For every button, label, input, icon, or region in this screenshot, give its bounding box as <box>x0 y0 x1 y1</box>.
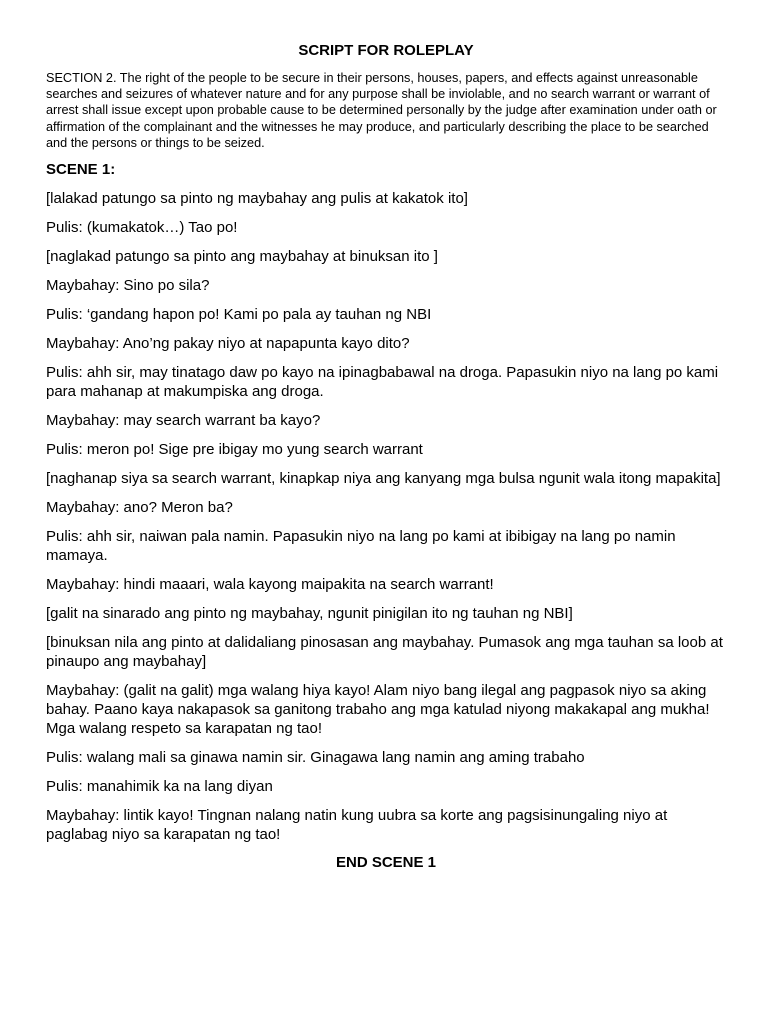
script-line: [galit na sinarado ang pinto ng maybahay, ngunit pinigilan ito ng tauhan ng NBI] <box>46 605 573 623</box>
script-line: [lalakad patungo sa pinto ng maybahay ang pulis at kakatok ito] <box>46 190 468 208</box>
document-title: SCRIPT FOR ROLEPLAY <box>298 42 474 59</box>
constitution-section-text: SECTION 2. The right of the people to be secure in their persons, houses, papers, and effects against unreasonable searches and seizures of whatever nature and for any purpose shall be inviolable, and no search warrant or warrant of arrest shall issue except upon probable cause to be determined personally by the judge after examination under oath or affirmation of the complainant and the witnesses he may produce, and particularly describing the place to be searched and the persons or things to be seized. <box>46 71 717 150</box>
script-line: Maybahay: Sino po sila? <box>46 277 210 295</box>
script-line: Pulis: (kumakatok…) Tao po! <box>46 219 238 237</box>
script-line: Pulis: meron po! Sige pre ibigay mo yung search warrant <box>46 441 423 459</box>
end-scene-label: END SCENE 1 <box>335 854 437 872</box>
script-line: Pulis: ‘gandang hapon po! Kami po pala ay tauhan ng NBI <box>46 306 432 324</box>
script-line: Maybahay: ano? Meron ba? <box>46 499 233 517</box>
document-page <box>46 42 726 872</box>
script-line: Maybahay: may search warrant ba kayo? <box>46 412 321 430</box>
script-line: [binuksan nila ang pinto at dalidaliang pinosasan ang maybahay. Pumasok ang mga tauhan sa loob at pinaupo ang maybahay] <box>46 634 723 671</box>
script-line: Pulis: manahimik ka na lang diyan <box>46 778 273 796</box>
script-line: [naghanap siya sa search warrant, kinapkap niya ang kanyang mga bulsa ngunit wala itong mapakita] <box>46 470 721 488</box>
script-lines <box>46 189 726 844</box>
script-line: Maybahay: lintik kayo! Tingnan nalang natin kung uubra sa korte ang pagsisinungaling niyo at paglabag niyo sa karapatan ng tao! <box>46 807 668 844</box>
script-line: Pulis: walang mali sa ginawa namin sir. Ginagawa lang namin ang aming trabaho <box>46 749 585 767</box>
script-line: Pulis: ahh sir, naiwan pala namin. Papasukin niyo na lang po kami at ibibigay na lang po namin mamaya. <box>46 528 676 565</box>
script-line: [naglakad patungo sa pinto ang maybahay at binuksan ito ] <box>46 248 438 266</box>
script-line: Maybahay: (galit na galit) mga walang hiya kayo! Alam niyo bang ilegal ang pagpasok niyo sa aking bahay. Paano kaya nakapasok sa ganitong trabaho ang mga katulad niyong makakapal ang mukha! Mga walang respeto sa karapatan ng tao! <box>46 682 710 738</box>
scene-heading: SCENE 1: <box>46 161 116 179</box>
script-line: Maybahay: Ano’ng pakay niyo at napapunta kayo dito? <box>46 335 410 353</box>
script-line: Maybahay: hindi maaari, wala kayong maipakita na search warrant! <box>46 576 494 594</box>
script-line: Pulis: ahh sir, may tinatago daw po kayo na ipinagbabawal na droga. Papasukin niyo na lang po kami para mahanap at makumpiska ang droga. <box>46 364 719 401</box>
